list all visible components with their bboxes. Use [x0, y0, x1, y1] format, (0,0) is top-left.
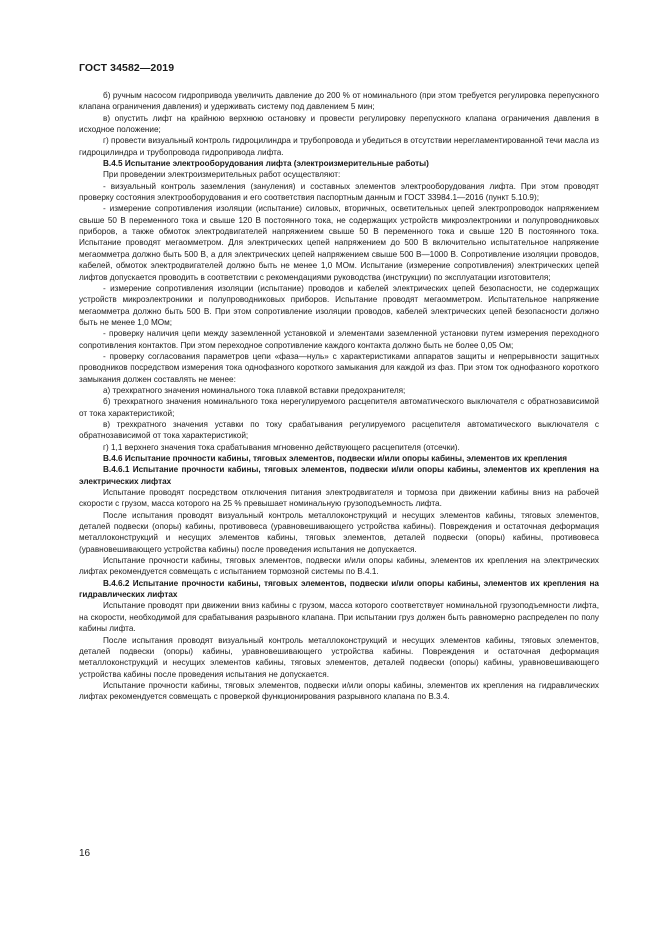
body-paragraph: г) провести визуальный контроль гидроцилиндра и трубопровода и убедиться в отсутствии нерегламентированной течи масла из гидроцилиндра и трубопровода гидропривода лифта. — [79, 136, 599, 157]
body-paragraph: Испытание прочности кабины, тяговых элементов, подвески и/или опоры кабины, элементов их крепления на электрических лифтах рекомендуется совмещать с испытанием тормозной системы по В.4.1. — [79, 556, 599, 577]
body-paragraph: - проверку согласования параметров цепи «фаза—нуль» с характеристиками аппаратов защиты и непрерывности защитных проводников посредством измерения тока однофазного короткого замыкания для каждой из фаз. При этом ток однофазного короткого замыкания должен составлять не менее: — [79, 351, 599, 384]
section-heading: В.4.5 Испытание электрооборудования лифта (электроизмерительные работы) — [103, 159, 429, 169]
body-paragraph: Испытание проводят при движении вниз кабины с грузом, масса которого соответствует номинальной грузоподъемности лифта, на скорости, необходимой для срабатывания разрывного клапана. При испытании груз должен быть равномерно распределен по полу кабины лифта. — [79, 601, 599, 634]
body-paragraph: - измерение сопротивления изоляции (испытание) проводов и кабелей электрических цепей безопасности, не содержащих устройств микроэлектроники и полупроводниковых приборов. Испытание проводят мегаомметром. Испытательное напряжение мегаомметра должно быть 500 В. При этом сопротивление изоляции проводов, кабелей электрических цепей безопасности должно быть не менее 1,0 МОм; — [79, 283, 599, 327]
body-paragraph: - проверку наличия цепи между заземленной установкой и элементами заземленной установки путем измерения переходного сопротивления контактов. При этом переходное сопротивление каждого контакта должно быть не более 0,05 Ом; — [79, 329, 599, 350]
body-paragraph: а) трехкратного значения номинального тока плавкой вставки предохранителя; — [103, 385, 406, 395]
document-header: ГОСТ 34582—2019 — [79, 62, 175, 74]
body-paragraph: После испытания проводят визуальный контроль металлоконструкций и несущих элементов кабины, тяговых элементов, деталей подвески (опоры) кабины, противовеса (уравновешивающего устройства кабины). Повреждения и остаточная деформация металлоконструкций и несущих элементов кабины, тяговых элементов, деталей подвески (опоры) кабины, противовеса (уравновешивающего устройства кабины) после проведения испытания не допускается. — [79, 510, 599, 554]
body-paragraph: - визуальный контроль заземления (зануления) и составных элементов электрооборудования лифта. При этом проводят проверку состояния электрооборудования и его соответствия паспортным данным и ГОСТ 33984.1—2016 (пункт 5.10.9); — [79, 181, 599, 203]
body-paragraph: б) трехкратного значения номинального тока нерегулируемого расцепителя автоматического выключателя с обратнозависимой от тока характеристикой; — [79, 397, 599, 418]
body-paragraph: При проведении электроизмерительных работ осуществляют: — [103, 170, 341, 180]
section-heading: В.4.6 Испытание прочности кабины, тяговых элементов, подвески и/или опоры кабины, элементов их крепления — [103, 454, 568, 463]
page-number: 16 — [79, 848, 91, 859]
body-paragraph: в) трехкратного значения уставки по току срабатывания регулируемого расцепителя автоматического выключателя с обратнозависимой от тока характеристикой; — [79, 419, 599, 441]
body-paragraph: в) опустить лифт на крайнюю верхнюю остановку и провести регулировку перепускного клапана ограничения давления в исходное положение; — [79, 113, 599, 135]
body-paragraph: б) ручным насосом гидропривода увеличить давление до 200 % от номинального (при этом требуется регулировка перепускного клапана ограничения давления) и удерживать систему под давлением 5 мин; — [79, 91, 599, 112]
body-paragraph: Испытание проводят посредством отключения питания электродвигателя и тормоза при движении кабины вниз на рабочей скорости с грузом, масса которого на 25 % превышает номинальную грузоподъемность лифта. — [79, 488, 599, 509]
body-paragraph: - измерение сопротивления изоляции (испытание) силовых, вторичных, осветительных цепей электропроводок напряжением свыше 50 В переменного тока и свыше 120 В постоянного тока, не содержащих устройств микроэлектроники и полупроводниковых приборов, а также обмоток электродвигателей напряжением свыше 50 В переменного тока и свыше 120 В постоянного тока. Испытание проводят мегаомметром. Для электрических цепей напряжением до 500 В включительно испытательное напряжение мегаомметра должно быть 500 В, а для электрических цепей напряжением свыше 500 В—1000 В. Сопротивление изоляции проводов, кабелей, обмоток электродвигателей должно быть не менее 1,0 МОм. Испытание (измерение сопротивления) электрических цепей лифтов допускается проводить в соответствии с рекомендациями руководства (инструкции) по эксплуатации изготовителя; — [79, 204, 599, 282]
body-paragraph: После испытания проводят визуальный контроль металлоконструкций и несущих элементов кабины, тяговых элементов, деталей подвески (опоры) кабины, уравновешивающего устройства кабины. Повреждения и остаточная деформация металлоконструкций и несущих элементов кабины, тяговых элементов, деталей подвески (опоры) кабины, уравновешивающего устройства кабины после проведения испытания не допускается. — [79, 635, 599, 679]
section-heading: В.4.6.1 Испытание прочности кабины, тяговых элементов, подвески и/или опоры кабины, элементов их крепления на электрических лифтах — [79, 465, 599, 486]
body-paragraph: г) 1,1 верхнего значения тока срабатывания мгновенно действующего расцепителя (отсечки). — [103, 442, 460, 452]
section-heading: В.4.6.2 Испытание прочности кабины, тяговых элементов, подвески и/или опоры кабины, элементов их крепления на гидравлических лифтах — [79, 578, 599, 600]
body-paragraph: Испытание прочности кабины, тяговых элементов, подвески и/или опоры кабины, элементов их крепления на гидравлических лифтах рекомендуется совмещать с проверкой функционирования разрывного клапана по В.3.4. — [79, 680, 599, 702]
document-body — [79, 90, 599, 703]
